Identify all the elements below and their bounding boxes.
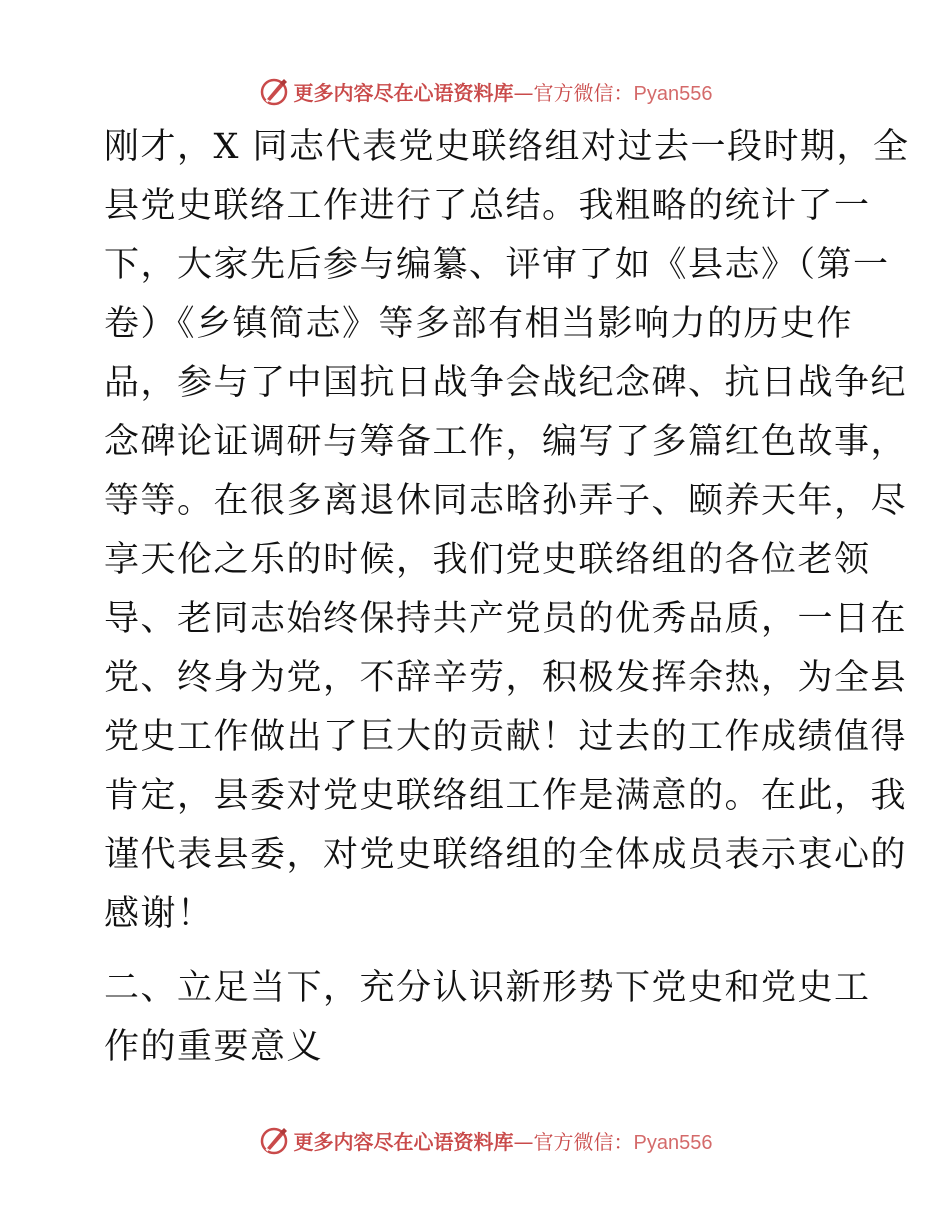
paragraph-line: 党、终身为党，不辞辛劳，积极发挥余热，为全县 [104, 658, 908, 698]
paragraph-line: 念碑论证调研与筹备工作，编写了多篇红色故事， [104, 422, 908, 462]
footer-banner-text [294, 1126, 713, 1155]
footer-separator: — [513, 1129, 534, 1154]
footer-wechat-id: Pyan556 [633, 1131, 713, 1154]
header-wechat-id: Pyan556 [633, 82, 713, 105]
document-body [104, 118, 910, 1077]
footer-banner [0, 1120, 950, 1160]
paragraph-line: 等等。在很多离退休同志晗孙弄子、颐养天年，尽 [104, 481, 908, 521]
paragraph-line: 品，参与了中国抗日战争会战纪念碑、抗日战争纪 [104, 363, 908, 403]
section-heading-line: 二、立足当下，充分认识新形势下党史和党史工 [104, 968, 871, 1008]
header-wechat-label: 官方微信： [533, 80, 634, 105]
quill-logo-icon [258, 75, 290, 107]
header-separator: — [513, 80, 534, 105]
paragraph-line: 导、老同志始终保持共产党员的优秀品质，一日在 [104, 599, 908, 639]
header-banner [0, 71, 950, 111]
header-banner-text [294, 77, 713, 106]
paragraph-spacer [104, 944, 864, 959]
paragraph-line: 享天伦之乐的时候，我们党史联络组的各位老领 [104, 540, 871, 580]
header-slogan: 更多内容尽在心语资料库 [293, 80, 514, 105]
section-heading-line: 作的重要意义 [104, 1027, 324, 1067]
paragraph-line: 党史工作做出了巨大的贡献！过去的工作成绩值得 [104, 717, 908, 757]
paragraph-line: 卷）《乡镇简志》等多部有相当影响力的历史作 [104, 304, 854, 344]
paragraph-line: 谨代表县委，对党史联络组的全体成员表示衷心的 [104, 835, 908, 875]
footer-wechat-label: 官方微信： [533, 1129, 634, 1154]
footer-slogan: 更多内容尽在心语资料库 [293, 1129, 514, 1154]
paragraph-line: 下，大家先后参与编纂、评审了如《县志》（第一 [104, 245, 890, 285]
paragraph-line: 感谢！ [104, 894, 214, 934]
paragraph-line: 肯定，县委对党史联络组工作是满意的。在此，我 [104, 776, 908, 816]
paragraph-line: 县党史联络工作进行了总结。我粗略的统计了一 [104, 186, 871, 226]
quill-logo-icon [258, 1124, 290, 1156]
paragraph-line: 刚才，X 同志代表党史联络组对过去一段时期，全 [104, 127, 910, 167]
